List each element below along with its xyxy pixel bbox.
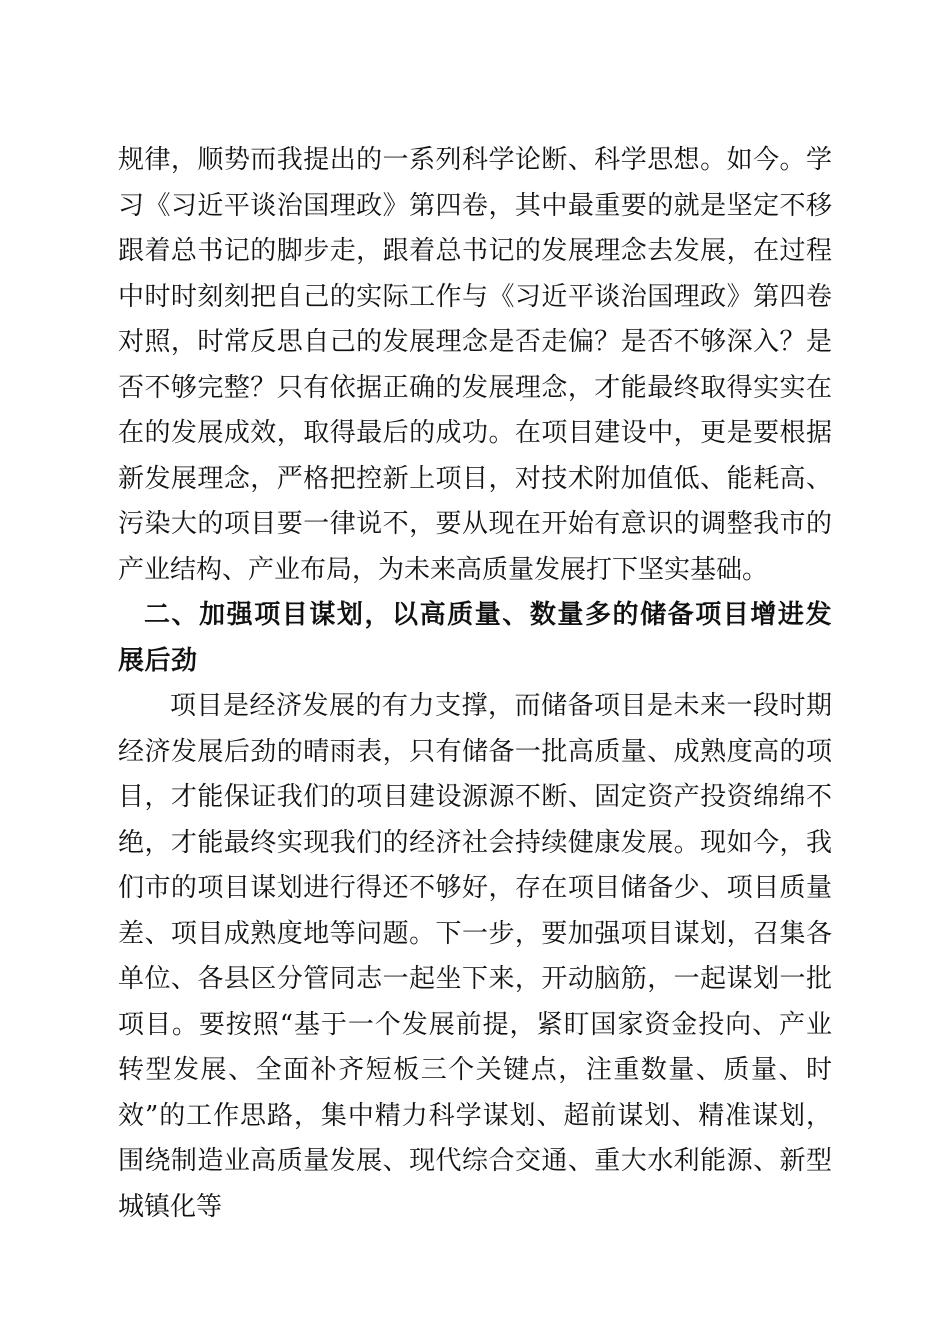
document-body xyxy=(118,138,832,1230)
paragraph-body: 项目是经济发展的有力支撑，而储备项目是未来一段时期经济发展后劲的晴雨表，只有储备一批高质量、成熟度高的项目，才能保证我们的项目建设源源不断、固定资产投资绵绵不绝，才能最终实现我们的经济社会持续健康发展。现如今，我们市的项目谋划进行得还不够好，存在项目储备少、项目质量差、项目成熟度地等问题。下一步，要加强项目谋划，召集各单位、各县区分管同志一起坐下来，开动脑筋，一起谋划一批项目。要按照“基于一个发展前提，紧盯国家资金投向、产业转型发展、全面补齐短板三个关键点，注重数量、质量、时效”的工作思路，集中精力科学谋划、超前谋划、精准谋划，围绕制造业高质量发展、现代综合交通、重大水利能源、新型城镇化等 xyxy=(118,691,832,1222)
paragraph-continued: 规律，顺势而我提出的一系列科学论断、科学思想。如今。学习《习近平谈治国理政》第四卷，其中最重要的就是坚定不移跟着总书记的脚步走，跟着总书记的发展理念去发展，在过程中时时刻刻把自己的实际工作与《习近平谈治国理政》第四卷对照，时常反思自己的发展理念是否走偏？是否不够深入？是否不够完整？只有依据正确的发展理念，才能最终取得实实在在的发展成效，取得最后的成功。在项目建设中，更是要根据新发展理念，严格把控新上项目，对技术附加值低、能耗高、污染大的项目要一律说不，要从现在开始有意识的调整我市的产业结构、产业布局，为未来高质量发展打下坚实基础。 xyxy=(118,145,832,585)
section-heading: 二、加强项目谋划，以高质量、数量多的储备项目增进发展后劲 xyxy=(118,600,832,676)
